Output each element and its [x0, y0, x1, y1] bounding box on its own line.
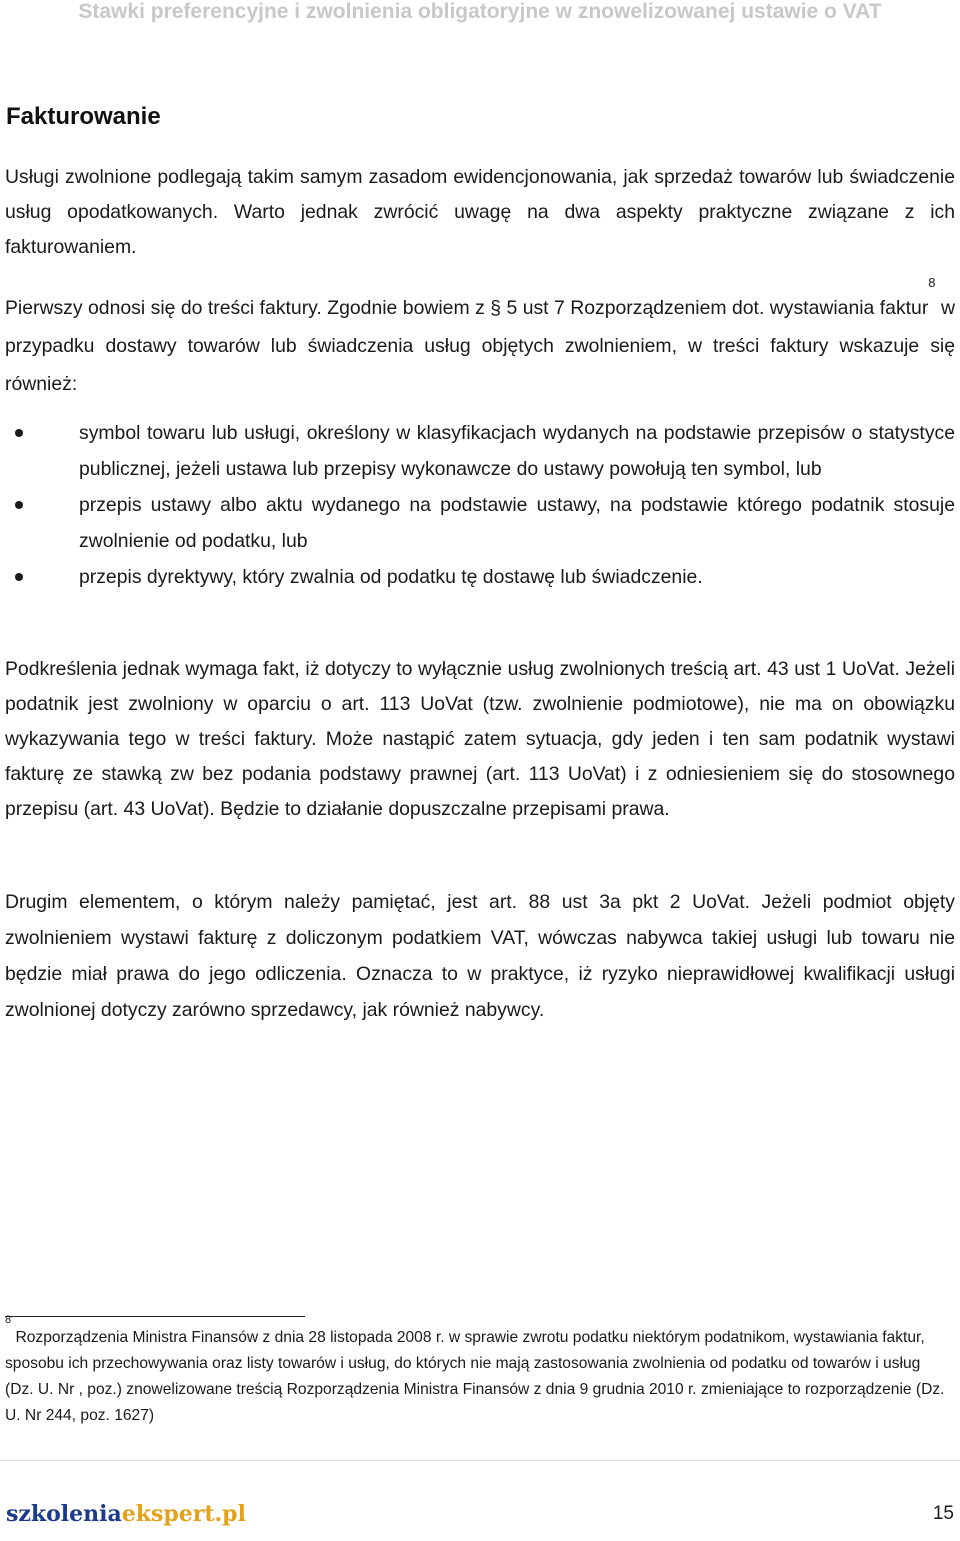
paragraph-invoice-content	[5, 275, 955, 403]
footnote-reference[interactable]: 8	[928, 275, 936, 290]
paragraph-second-element: Drugim elementem, o którym należy pamiętać, jest art. 88 ust 3a pkt 2 UoVat. Jeżeli podmiot objęty zwolnieniem wystawi fakturę z doliczonym podatkiem VAT, wówczas nabywca takiej usługi lub towaru nie będzie miał prawa do jego odliczenia. Oznacza to w praktyce, iż ryzyko nieprawidłowej kwalifikacji usługi zwolnionej dotyczy zarówno sprzedawcy, jak również nabywcy.	[5, 891, 955, 1021]
footer-separator	[0, 1460, 960, 1461]
running-header: Stawki preferencyjne i zwolnienia obligatoryjne w znowelizowanej ustawie o VAT	[78, 0, 882, 23]
footnote-mark: 8	[5, 1314, 12, 1326]
brand-logo-part-2: ekspert.pl	[121, 1501, 246, 1527]
paragraph-exemption-note: Podkreślenia jednak wymaga fakt, iż dotyczy to wyłącznie usług zwolnionych treścią art. 43 ust 1 UoVat. Jeżeli podatnik jest zwolniony w oparciu o art. 113 UoVat (tzw. zwolnienie podmiotowe), nie ma on obowiązku wykazywania tego w treści faktury. Może nastąpić zatem sytuacja, gdy jeden i ten sam podatnik wystawi fakturę ze stawką zw bez podania podstawy prawnej (art. 113 UoVat) i z odniesieniem się do stosownego przepisu (art. 43 UoVat). Będzie to działanie dopuszczalne przepisami prawa.	[5, 658, 955, 820]
list-item-text: przepis dyrektywy, który zwalnia od podatku tę dostawę lub świadczenie.	[79, 566, 703, 588]
bullet-list	[0, 415, 955, 595]
brand-logo[interactable]	[6, 1500, 246, 1528]
footnote-separator	[5, 1316, 305, 1317]
paragraph-invoice-content-start: Pierwszy odnosi się do treści faktury. Zgodnie bowiem z § 5 ust 7 Rozporządzeniem dot. wystawiania faktur	[5, 297, 929, 319]
brand-logo-part-1: szkolenia	[6, 1501, 122, 1527]
bullet-icon	[15, 429, 23, 437]
list-item	[0, 487, 955, 559]
bullet-icon	[15, 501, 23, 509]
footnote	[5, 1314, 950, 1429]
list-item-text: symbol towaru lub usługi, określony w klasyfikacjach wydanych na podstawie przepisów o statystyce publicznej, jeżeli ustawa lub przepisy wykonawcze do ustawy powołują ten symbol, lub	[79, 422, 955, 480]
list-item	[0, 415, 955, 487]
list-item-text: przepis ustawy albo aktu wydanego na podstawie ustawy, na podstawie którego podatnik stosuje zwolnienie od podatku, lub	[79, 494, 955, 552]
list-item	[0, 559, 955, 595]
page-number: 15	[932, 1503, 954, 1524]
paragraph-intro: Usługi zwolnione podlegają takim samym zasadom ewidencjonowania, jak sprzedaż towarów lub świadczenie usług opodatkowanych. Warto jednak zwrócić uwagę na dwa aspekty praktyczne związane z ich fakturowaniem.	[5, 166, 955, 258]
section-heading: Fakturowanie	[6, 103, 161, 130]
bullet-icon	[15, 573, 23, 581]
paragraph-invoice-content-end: w przypadku dostawy towarów lub świadczenia usług objętych zwolnieniem, w treści faktury wskazuje się również:	[5, 297, 955, 395]
footnote-text: Rozporządzenia Ministra Finansów z dnia 28 listopada 2008 r. w sprawie zwrotu podatku niektórym podatnikom, wystawiania faktur, sposobu ich przechowywania oraz listy towarów i usług, do których nie mają zastosowania zwolnienia od podatku od towarów i usług (Dz. U. Nr , poz.) znowelizowane treścią Rozporządzenia Ministra Finansów z dnia 9 grudnia 2010 r. zmieniające to rozporządzenie (Dz. U. Nr 244, poz. 1627)	[5, 1329, 945, 1424]
